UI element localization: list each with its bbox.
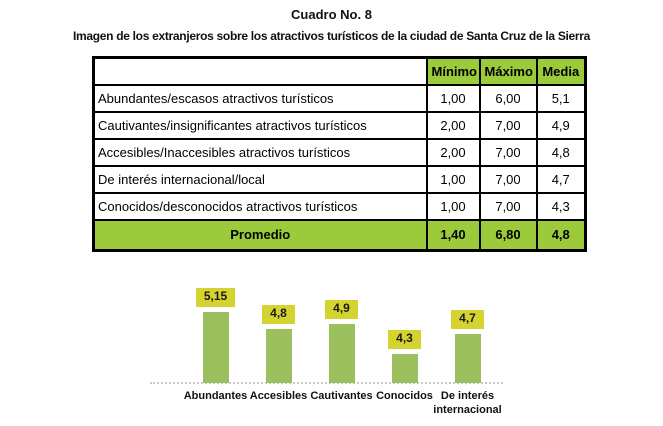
bar-value-label: 4,7 xyxy=(451,310,484,329)
table-header-maximo: Máximo xyxy=(480,58,537,85)
bar-value-label: 4,9 xyxy=(325,300,358,319)
category-label xyxy=(184,390,247,418)
table-row xyxy=(94,166,586,193)
bar xyxy=(329,324,355,383)
category-label xyxy=(247,390,310,418)
row-min: 2,00 xyxy=(427,139,480,166)
footer-min: 1,40 xyxy=(427,220,480,251)
category-label-text: Abundantes xyxy=(183,390,248,402)
category-label xyxy=(373,390,436,418)
row-media: 4,9 xyxy=(537,112,586,139)
row-min: 1,00 xyxy=(427,166,480,193)
table-header-media: Media xyxy=(537,58,586,85)
category-label xyxy=(310,390,373,418)
row-min: 1,00 xyxy=(427,193,480,220)
table-footer-row xyxy=(94,220,586,251)
bar-value-label: 5,15 xyxy=(196,288,235,307)
row-label: Accesibles/Inaccesibles atractivos turísticos xyxy=(94,139,427,166)
table-header-row xyxy=(94,58,586,85)
row-max: 7,00 xyxy=(480,139,537,166)
bar-group xyxy=(247,270,310,383)
bar-group xyxy=(310,270,373,383)
bar xyxy=(266,329,292,383)
table-row xyxy=(94,112,586,139)
row-max: 7,00 xyxy=(480,112,537,139)
bar xyxy=(455,334,481,383)
row-min: 2,00 xyxy=(427,112,480,139)
category-label-text: Conocidos xyxy=(376,390,433,402)
chart-category-labels xyxy=(183,390,502,418)
table-header-empty xyxy=(94,58,427,85)
row-media: 4,3 xyxy=(537,193,586,220)
bar xyxy=(392,354,418,383)
category-label xyxy=(433,390,502,418)
statistics-table xyxy=(92,56,587,252)
footer-label: Promedio xyxy=(94,220,427,251)
bar-value-label: 4,8 xyxy=(262,305,295,324)
table-header-minimo: Mínimo xyxy=(427,58,480,85)
page-subtitle: Imagen de los extranjeros sobre los atractivos turísticos de la ciudad de Santa Cruz de la Sierra xyxy=(72,29,591,43)
row-media: 5,1 xyxy=(537,85,586,112)
row-media: 4,7 xyxy=(537,166,586,193)
row-label: Conocidos/desconocidos atractivos turísticos xyxy=(94,193,427,220)
footer-max: 6,80 xyxy=(480,220,537,251)
bar-group xyxy=(373,270,436,383)
category-label-text: De interés internacional xyxy=(433,390,502,416)
chart-bars xyxy=(184,270,499,383)
category-label-text: Cautivantes xyxy=(310,390,373,402)
bar-value-label: 4,3 xyxy=(388,330,421,349)
row-label: Abundantes/escasos atractivos turísticos xyxy=(94,85,427,112)
table-row xyxy=(94,85,586,112)
footer-media: 4,8 xyxy=(537,220,586,251)
row-label: Cautivantes/insignificantes atractivos turísticos xyxy=(94,112,427,139)
bar-chart xyxy=(0,270,663,426)
row-label: De interés internacional/local xyxy=(94,166,427,193)
table-row xyxy=(94,193,586,220)
row-max: 6,00 xyxy=(480,85,537,112)
row-max: 7,00 xyxy=(480,193,537,220)
row-media: 4,8 xyxy=(537,139,586,166)
table-row xyxy=(94,139,586,166)
page-title: Cuadro No. 8 xyxy=(291,7,372,22)
bar-group xyxy=(436,270,499,383)
category-label-text: Accesibles xyxy=(249,390,308,402)
bar xyxy=(203,312,229,383)
row-max: 7,00 xyxy=(480,166,537,193)
row-min: 1,00 xyxy=(427,85,480,112)
bar-group xyxy=(184,270,247,383)
